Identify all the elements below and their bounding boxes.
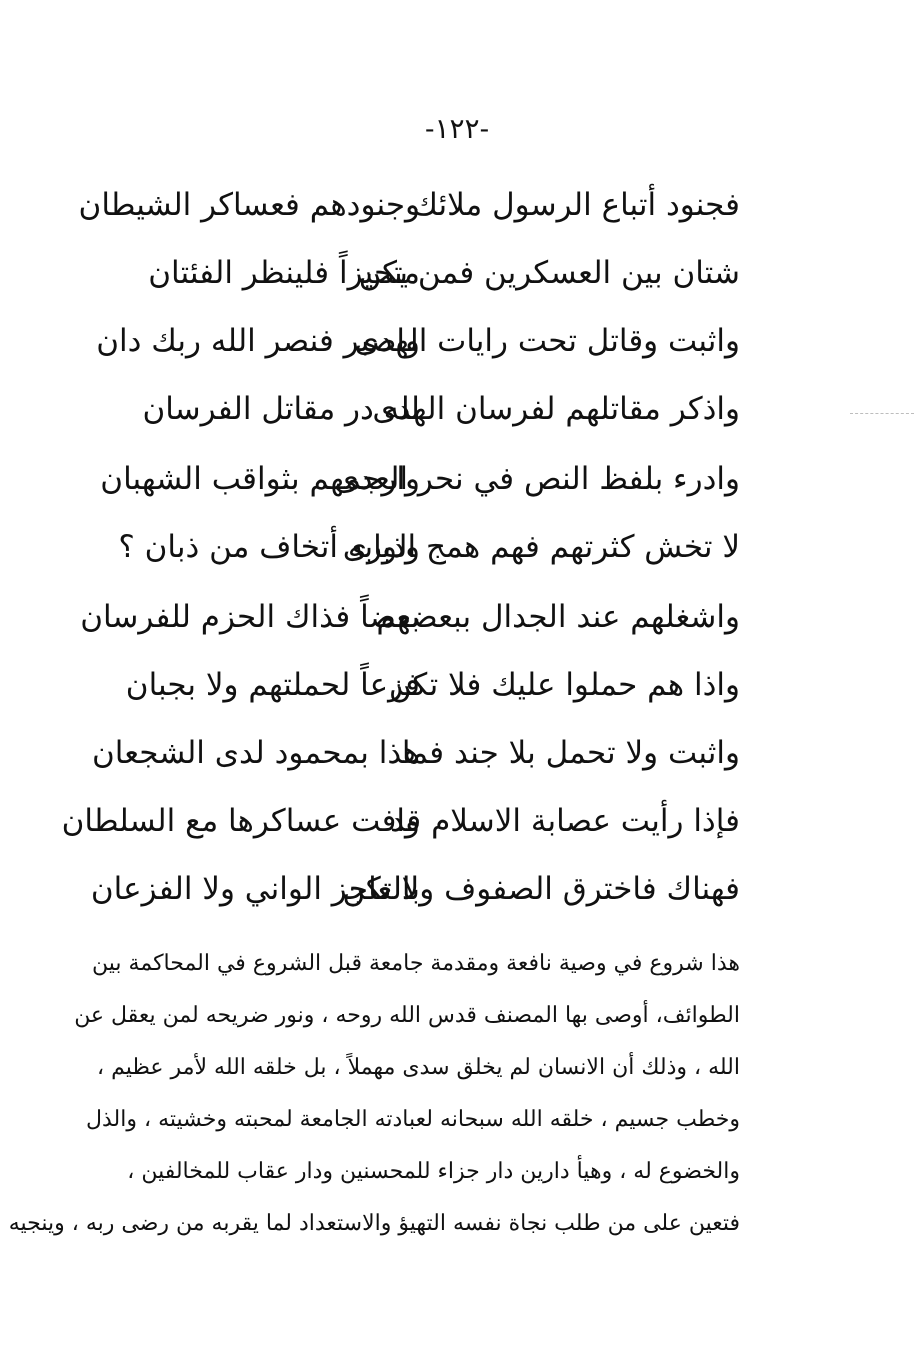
verse-second-hemistich: متحيزاً فلينظر الفئتان [148, 255, 420, 291]
prose-line: الطوائف، أوصى بها المصنف قدس الله روحه ، ونور ضريحه لمن يعقل عن [74, 1003, 740, 1028]
prose-paragraph [8, 938, 740, 1250]
verse-second-hemistich: واصبر فنصر الله ربك دان [96, 323, 420, 359]
verse-line [100, 454, 740, 504]
verse-first-hemistich: وادرء بلفظ النص في نحر العدى [334, 461, 740, 497]
prose-line: والخضوع له ، وهيأ دارين دار جزاء للمحسنين ودار عقاب للمخالفين ، [127, 1159, 740, 1184]
margin-mark [850, 413, 914, 414]
verse-first-hemistich: واشغلهم عند الجدال ببعضهم [376, 599, 740, 635]
verse-second-hemistich: لله در مقاتل الفرسان [142, 391, 420, 427]
prose-line: هذا شروع في وصية نافعة ومقدمة جامعة قبل الشروع في المحاكمة بين [92, 951, 740, 976]
prose-line: فتعين على من طلب نجاة نفسه التهيؤ والاستعداد لما يقربه من رضى ربه ، وينجيه [8, 1211, 740, 1236]
verse-second-hemistich: بالعاجز الواني ولا الفزعان [90, 871, 420, 907]
prose-line: وخطب جسيم ، خلقه الله سبحانه لعبادته الجامعة لمحبته وخشيته ، والذل [86, 1107, 740, 1132]
verse-second-hemistich: هذا بمحمود لدى الشجعان [92, 735, 420, 771]
verse-second-hemistich: فزعاً لحملتهم ولا بجبان [125, 667, 420, 703]
verse-line [78, 180, 740, 230]
verse-second-hemistich: بعضاً فذاك الحزم للفرسان [80, 599, 420, 635]
verse-second-hemistich: وجنودهم فعساكر الشيطان [78, 187, 420, 223]
verse-first-hemistich: شتان بين العسكرين فمن يكن [358, 255, 740, 291]
page-number: -١٢٢- [424, 112, 490, 145]
verse-first-hemistich: فإذا رأيت عصابة الاسلام قد [390, 803, 740, 839]
verse-line [118, 522, 740, 572]
verse-first-hemistich: فجنود أتباع الرسول ملائك [412, 187, 740, 223]
verse-line [130, 384, 740, 434]
verse-first-hemistich: فهناك فاخترق الصفوف ولا تكن [342, 871, 740, 907]
verse-line [96, 316, 740, 366]
verse-first-hemistich: واثبت وقاتل تحت رايات الهدى [354, 323, 740, 359]
prose-line: الله ، وذلك أن الانسان لم يخلق سدى مهملاً ، بل خلقه الله لأمر عظيم ، [97, 1055, 740, 1080]
verse-second-hemistich: وارجمهم بثواقب الشهبان [100, 461, 420, 497]
verse-second-hemistich: وافت عساكرها مع السلطان [61, 803, 420, 839]
verse-first-hemistich: واذا هم حملوا عليك فلا تكن [388, 667, 740, 703]
verse-line [90, 864, 740, 914]
verse-line [80, 592, 740, 642]
verse-line [130, 248, 740, 298]
verse-first-hemistich: واثبت ولا تحمل بلا جند فما [401, 735, 740, 771]
verse-line [125, 660, 740, 710]
verse-first-hemistich: واذكر مقاتلهم لفرسان الهدى [372, 391, 740, 427]
verse-first-hemistich: لا تخش كثرتهم فهم همج الورى [342, 529, 740, 565]
verse-line [61, 796, 740, 846]
verse-line [92, 728, 740, 778]
verse-second-hemistich: وذبابه أتخاف من ذبان ؟ [118, 529, 420, 565]
